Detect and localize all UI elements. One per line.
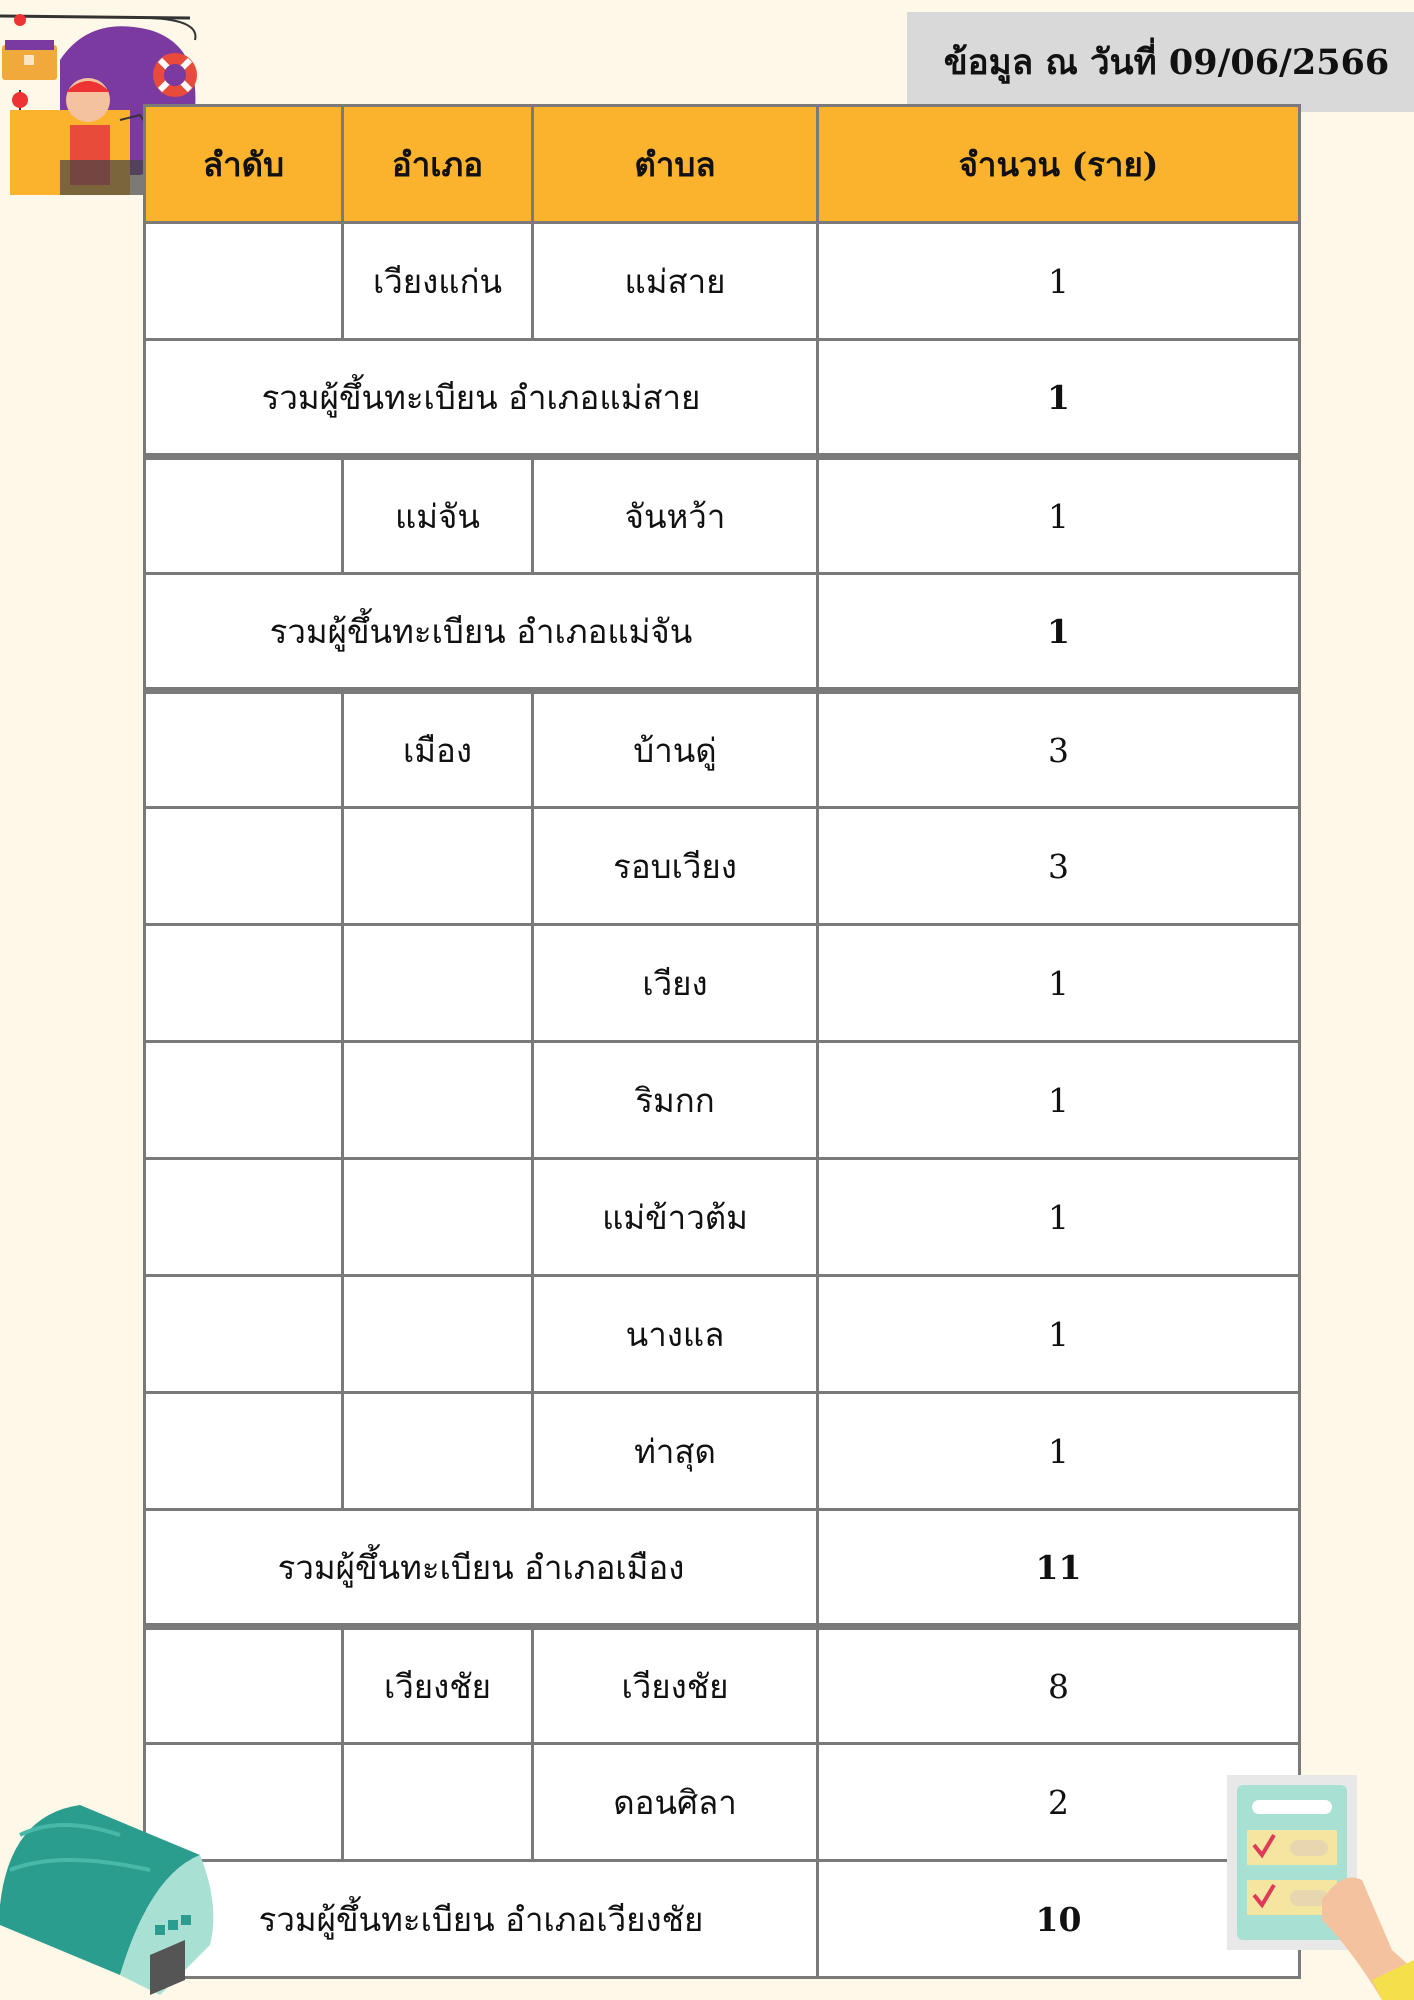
- table-row: [145, 691, 1300, 808]
- cell-district: [343, 1042, 533, 1159]
- subtotal-row: [145, 340, 1300, 457]
- cell-district: แม่จัน: [343, 457, 533, 574]
- table-row: [145, 1276, 1300, 1393]
- subtotal-row: [145, 1861, 1300, 1978]
- cell-count: 8: [818, 1627, 1300, 1744]
- cell-subdistrict: นางแล: [533, 1276, 818, 1393]
- cell-subdistrict: เวียง: [533, 925, 818, 1042]
- data-date-label: ข้อมูล ณ วันที่ 09/06/2566: [907, 12, 1414, 112]
- cell-district: [343, 808, 533, 925]
- cell-subdistrict: ริมกก: [533, 1042, 818, 1159]
- cell-count: 3: [818, 808, 1300, 925]
- cell-district: [343, 1744, 533, 1861]
- header-row: [145, 106, 1300, 223]
- cell-order: [145, 808, 343, 925]
- cell-count: 1: [818, 223, 1300, 340]
- table-row: [145, 1393, 1300, 1510]
- cell-district: เวียงแก่น: [343, 223, 533, 340]
- cell-count: 2: [818, 1744, 1300, 1861]
- header-count: จำนวน (ราย): [818, 106, 1300, 223]
- subtotal-count: 1: [818, 340, 1300, 457]
- cell-subdistrict: แม่ข้าวต้ม: [533, 1159, 818, 1276]
- cell-count: 1: [818, 1159, 1300, 1276]
- table-body: [145, 223, 1300, 1978]
- cell-count: 1: [818, 1042, 1300, 1159]
- cell-district: [343, 1159, 533, 1276]
- cell-subdistrict: จันหว้า: [533, 457, 818, 574]
- cell-district: เมือง: [343, 691, 533, 808]
- subtotal-count: 1: [818, 574, 1300, 691]
- checklist-illustration: [1222, 1770, 1414, 2000]
- cell-count: 1: [818, 925, 1300, 1042]
- subtotal-row: [145, 574, 1300, 691]
- subtotal-count: 11: [818, 1510, 1300, 1627]
- header-subdistrict: ตำบล: [533, 106, 818, 223]
- cell-order: [145, 1276, 343, 1393]
- cell-district: [343, 925, 533, 1042]
- table-row: [145, 925, 1300, 1042]
- cell-count: 1: [818, 1393, 1300, 1510]
- cell-order: [145, 1159, 343, 1276]
- cell-order: [145, 1627, 343, 1744]
- table-row: [145, 223, 1300, 340]
- header-order: ลำดับ: [145, 106, 343, 223]
- subtotal-label: รวมผู้ขึ้นทะเบียน อำเภอเมือง: [145, 1510, 818, 1627]
- cell-order: [145, 925, 343, 1042]
- table-row: [145, 808, 1300, 925]
- table-row: [145, 1744, 1300, 1861]
- cell-subdistrict: บ้านดู่: [533, 691, 818, 808]
- registration-table: [143, 104, 1301, 1979]
- cell-count: 3: [818, 691, 1300, 808]
- cell-district: [343, 1276, 533, 1393]
- cell-district: เวียงชัย: [343, 1627, 533, 1744]
- cell-count: 1: [818, 457, 1300, 574]
- cell-subdistrict: เวียงชัย: [533, 1627, 818, 1744]
- cell-count: 1: [818, 1276, 1300, 1393]
- cell-subdistrict: รอบเวียง: [533, 808, 818, 925]
- subtotal-label: รวมผู้ขึ้นทะเบียน อำเภอแม่จัน: [145, 574, 818, 691]
- cell-order: [145, 223, 343, 340]
- table-row: [145, 457, 1300, 574]
- greenhouse-illustration: [0, 1795, 220, 2000]
- cell-subdistrict: แม่สาย: [533, 223, 818, 340]
- table-row: [145, 1042, 1300, 1159]
- table-row: [145, 1627, 1300, 1744]
- subtotal-count: 10: [818, 1861, 1300, 1978]
- cell-district: [343, 1393, 533, 1510]
- cell-order: [145, 457, 343, 574]
- subtotal-label: รวมผู้ขึ้นทะเบียน อำเภอเวียงชัย: [145, 1861, 818, 1978]
- cell-subdistrict: ท่าสุด: [533, 1393, 818, 1510]
- table-row: [145, 1159, 1300, 1276]
- cell-order: [145, 1042, 343, 1159]
- cell-subdistrict: ดอนศิลา: [533, 1744, 818, 1861]
- cell-order: [145, 691, 343, 808]
- subtotal-row: [145, 1510, 1300, 1627]
- cell-order: [145, 1393, 343, 1510]
- header-district: อำเภอ: [343, 106, 533, 223]
- subtotal-label: รวมผู้ขึ้นทะเบียน อำเภอแม่สาย: [145, 340, 818, 457]
